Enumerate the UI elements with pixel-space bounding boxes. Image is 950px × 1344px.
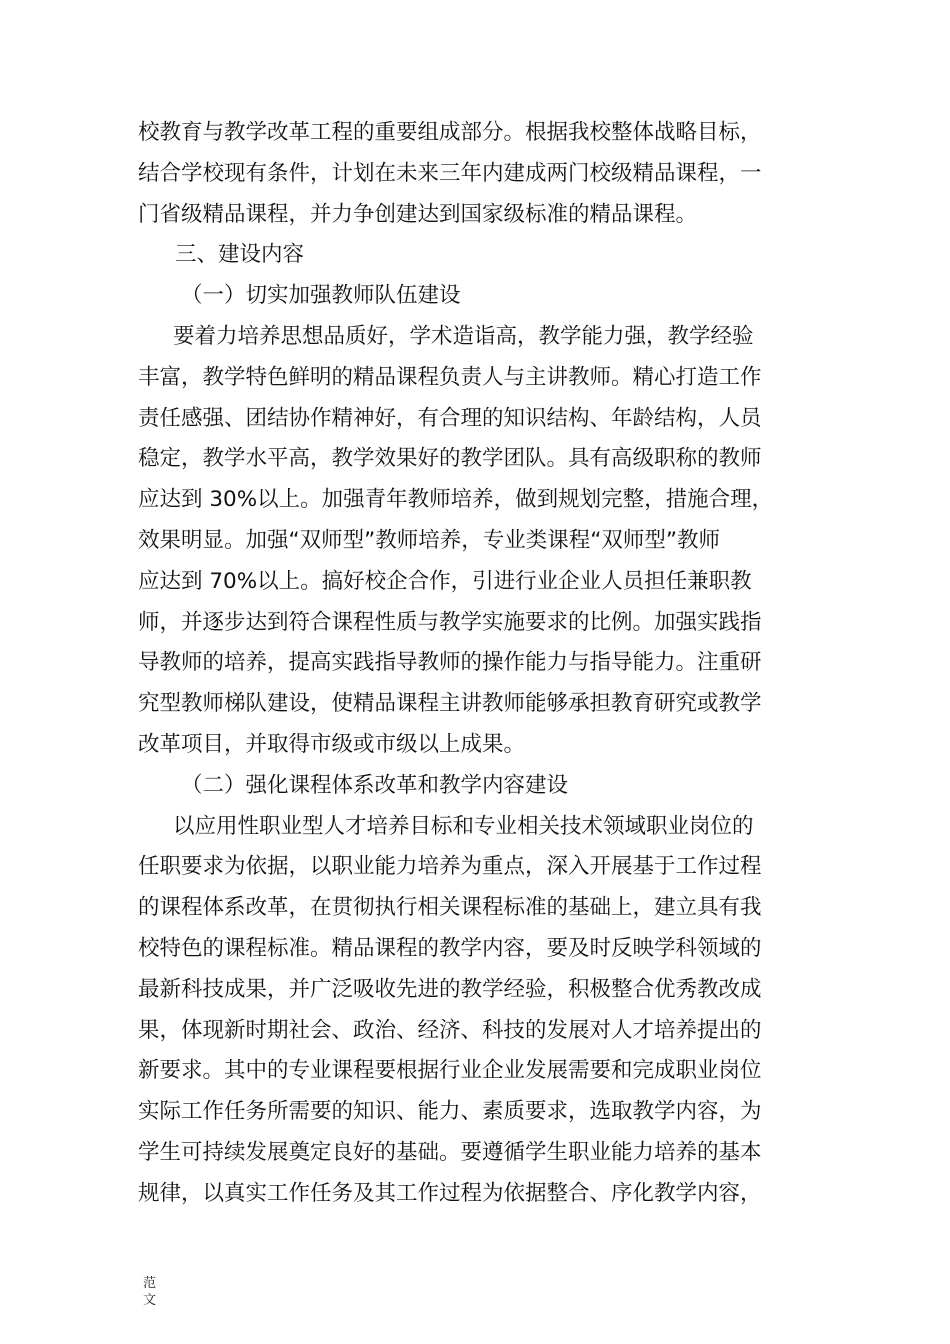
text-line: 究型教师梯队建设，使精品课程主讲教师能够承担教育研究或教学 [138, 691, 762, 717]
paragraph-teacher-team [138, 317, 820, 766]
text-line: 应达到 30%以上。加强青年教师培养，做到规划完整，措施合理， [138, 487, 774, 513]
text-line: 学生可持续发展奠定良好的基础。要遵循学生职业能力培养的基本 [138, 1139, 762, 1165]
section-heading: 三、建设内容 [175, 242, 305, 268]
text-line: 应达到 70%以上。搞好校企合作，引进行业企业人员担任兼职教 [138, 568, 752, 594]
text-line: 校特色的课程标准。精品课程的教学内容，要及时反映学科领域的 [138, 935, 762, 961]
intro-paragraph [138, 113, 820, 235]
footer-char: 范 [143, 1276, 157, 1291]
text-line: 校教育与教学改革工程的重要组成部分。根据我校整体战略目标， [138, 120, 762, 145]
text-line: 责任感强、团结协作精神好，有合理的知识结构、年龄结构，人员 [138, 405, 762, 431]
text-line: 导教师的培养，提高实践指导教师的操作能力与指导能力。注重研 [138, 650, 762, 676]
text-line: 任职要求为依据，以职业能力培养为重点，深入开展基于工作过程 [138, 854, 762, 880]
text-line: 的课程体系改革，在贯彻执行相关课程标准的基础上，建立具有我 [138, 895, 762, 921]
text-line: 果，体现新时期社会、政治、经济、科技的发展对人才培养提出的 [138, 1017, 762, 1043]
subsection-heading-1: （一）切实加强教师队伍建设 [181, 283, 461, 309]
text-line: 最新科技成果，并广泛吸收先进的教学经验，积极整合优秀教改成 [138, 976, 762, 1002]
footer-char: 文 [143, 1293, 157, 1308]
text-line: 结合学校现有条件，计划在未来三年内建成两门校级精品课程，一 [138, 160, 762, 186]
text-line: 门省级精品课程，并力争创建达到国家级标准的精品课程。 [138, 201, 698, 227]
text-line: 效果明显。加强“双师型”教师培养，专业类课程“双师型”教师 [138, 527, 721, 553]
text-line: 实际工作任务所需要的知识、能力、素质要求，选取教学内容，为 [138, 1099, 762, 1125]
text-line: 丰富，教学特色鲜明的精品课程负责人与主讲教师。精心打造工作 [138, 364, 762, 390]
text-line: 要着力培养思想品质好，学术造诣高，教学能力强，教学经验 [173, 323, 754, 349]
subsection-heading-2: （二）强化课程体系改革和教学内容建设 [181, 772, 569, 798]
document-body [138, 113, 820, 1215]
text-line: 以应用性职业型人才培养目标和专业相关技术领域职业岗位的 [173, 813, 754, 839]
text-line: 稳定，教学水平高，教学效果好的教学团队。具有高级职称的教师 [138, 446, 762, 472]
text-line: 师，并逐步达到符合课程性质与教学实施要求的比例。加强实践指 [138, 609, 762, 635]
text-line: 规律，以真实工作任务及其工作过程为依据整合、序化教学内容， [138, 1180, 762, 1206]
paragraph-curriculum-reform [138, 807, 820, 1215]
text-line: 新要求。其中的专业课程要根据行业企业发展需要和完成职业岗位 [138, 1058, 762, 1084]
page-footer-label [143, 1275, 163, 1309]
text-line: 改革项目，并取得市级或市级以上成果。 [138, 731, 526, 757]
